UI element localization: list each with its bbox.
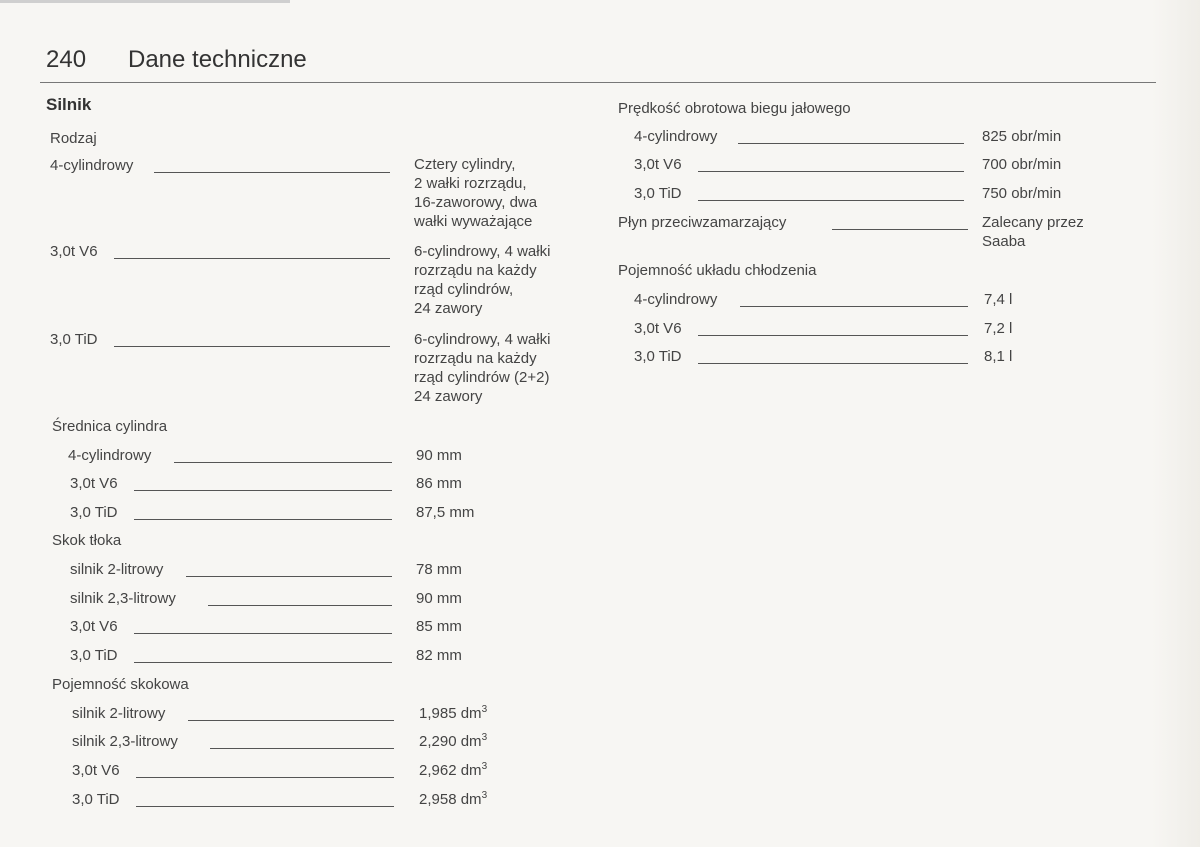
leader-line <box>134 519 392 520</box>
subheading-rodzaj: Rodzaj <box>50 130 97 147</box>
leader-line <box>134 633 392 634</box>
row-label: 3,0 TiD <box>634 185 682 202</box>
row-label: silnik 2-litrowy <box>70 561 164 578</box>
table-row <box>70 590 392 610</box>
leader-line <box>832 229 968 230</box>
leader-line <box>208 605 392 606</box>
row-value: 2,962 $dm^3$ <box>419 761 488 779</box>
table-row <box>72 733 394 753</box>
row-value: 90 mm <box>416 447 462 464</box>
leader-line <box>134 490 392 491</box>
row-label: 3,0t V6 <box>72 762 120 779</box>
row-label: 3,0 TiD <box>634 348 682 365</box>
table-row <box>72 791 394 811</box>
top-edge-rule <box>0 0 290 3</box>
leader-line <box>740 306 968 307</box>
row-value: 700 obr/min <box>982 156 1062 173</box>
row-value: 82 mm <box>416 647 462 664</box>
leader-line <box>114 258 390 259</box>
row-value: 6-cylindrowy, 4 wałki rozrządu na każdy rząd cylindrów (2+2) 24 zawory <box>414 331 551 405</box>
table-row <box>70 504 392 524</box>
leader-line <box>698 171 964 172</box>
leader-line <box>698 335 968 336</box>
row-label: silnik 2-litrowy <box>72 705 166 722</box>
row-value: Zalecany przez Saaba <box>982 214 1084 250</box>
row-label: 4-cylindrowy <box>634 291 718 308</box>
row-value: 6-cylindrowy, 4 wałki rozrządu na każdy rząd cylindrów, 24 zawory <box>414 243 551 317</box>
leader-line <box>136 806 394 807</box>
table-row <box>68 447 392 467</box>
row-label: 3,0 TiD <box>70 504 118 521</box>
table-row <box>634 348 968 368</box>
table-row <box>70 475 392 495</box>
leader-line <box>186 576 392 577</box>
table-row <box>72 762 394 782</box>
subheading-pojemnosc: Pojemność skokowa <box>52 676 189 693</box>
leader-line <box>698 200 964 201</box>
row-label: 3,0t V6 <box>70 475 118 492</box>
table-row <box>618 214 968 234</box>
subheading-cooling-capacity: Pojemność układu chłodzenia <box>618 262 817 279</box>
row-label: 4-cylindrowy <box>634 128 718 145</box>
table-row <box>634 156 964 176</box>
row-value: 1,985 $dm^3$ <box>419 704 488 722</box>
row-value: 85 mm <box>416 618 462 635</box>
row-value: 7,4 l <box>984 291 1013 308</box>
section-title-silnik: Silnik <box>46 95 92 114</box>
row-value: 750 obr/min <box>982 185 1062 202</box>
table-row <box>634 291 968 311</box>
row-label: 3,0 TiD <box>72 791 120 808</box>
table-row <box>70 647 392 667</box>
subheading-idle-speed: Prędkość obrotowa biegu jałowego <box>618 100 851 117</box>
table-row <box>50 243 390 263</box>
row-label: 3,0t V6 <box>50 243 98 260</box>
row-value: 78 mm <box>416 561 462 578</box>
row-label: 3,0t V6 <box>634 320 682 337</box>
subheading-skok: Skok tłoka <box>52 532 122 549</box>
leader-line <box>210 748 394 749</box>
header-rule <box>40 82 1156 83</box>
row-value: 7,2 l <box>984 320 1013 337</box>
table-row <box>50 157 390 177</box>
page-title: Dane techniczne <box>128 46 307 73</box>
table-row <box>72 705 394 725</box>
subheading-srednica: Średnica cylindra <box>52 418 168 435</box>
table-row <box>70 618 392 638</box>
row-label: 3,0 TiD <box>50 331 98 348</box>
row-value: Cztery cylindry, 2 wałki rozrządu, 16-zaworowy, dwa wałki wyważające <box>414 156 538 230</box>
leader-line <box>154 172 390 173</box>
leader-line <box>698 363 968 364</box>
leader-line <box>738 143 964 144</box>
table-row <box>634 185 964 205</box>
leader-line <box>136 777 394 778</box>
leader-line <box>114 346 390 347</box>
row-value: 86 mm <box>416 475 462 492</box>
leader-line <box>188 720 394 721</box>
row-label: Płyn przeciwzamarzający <box>618 214 787 231</box>
row-value: 8,1 l <box>984 348 1013 365</box>
page-number: 240 <box>46 46 87 73</box>
row-label: silnik 2,3-litrowy <box>70 590 176 607</box>
table-row <box>50 331 390 351</box>
page-edge-shadow <box>1152 0 1200 847</box>
leader-line <box>174 462 392 463</box>
table-row <box>634 320 968 340</box>
table-row <box>634 128 964 148</box>
row-value: 90 mm <box>416 590 462 607</box>
row-label: 4-cylindrowy <box>68 447 152 464</box>
row-value: 87,5 mm <box>416 504 475 521</box>
row-label: 4-cylindrowy <box>50 157 134 174</box>
row-value: 2,958 $dm^3$ <box>419 790 488 808</box>
row-label: 3,0t V6 <box>634 156 682 173</box>
table-row <box>70 561 392 581</box>
row-label: silnik 2,3-litrowy <box>72 733 178 750</box>
row-value: 2,290 $dm^3$ <box>419 732 488 750</box>
row-label: 3,0t V6 <box>70 618 118 635</box>
row-label: 3,0 TiD <box>70 647 118 664</box>
leader-line <box>134 662 392 663</box>
row-value: 825 obr/min <box>982 128 1062 145</box>
